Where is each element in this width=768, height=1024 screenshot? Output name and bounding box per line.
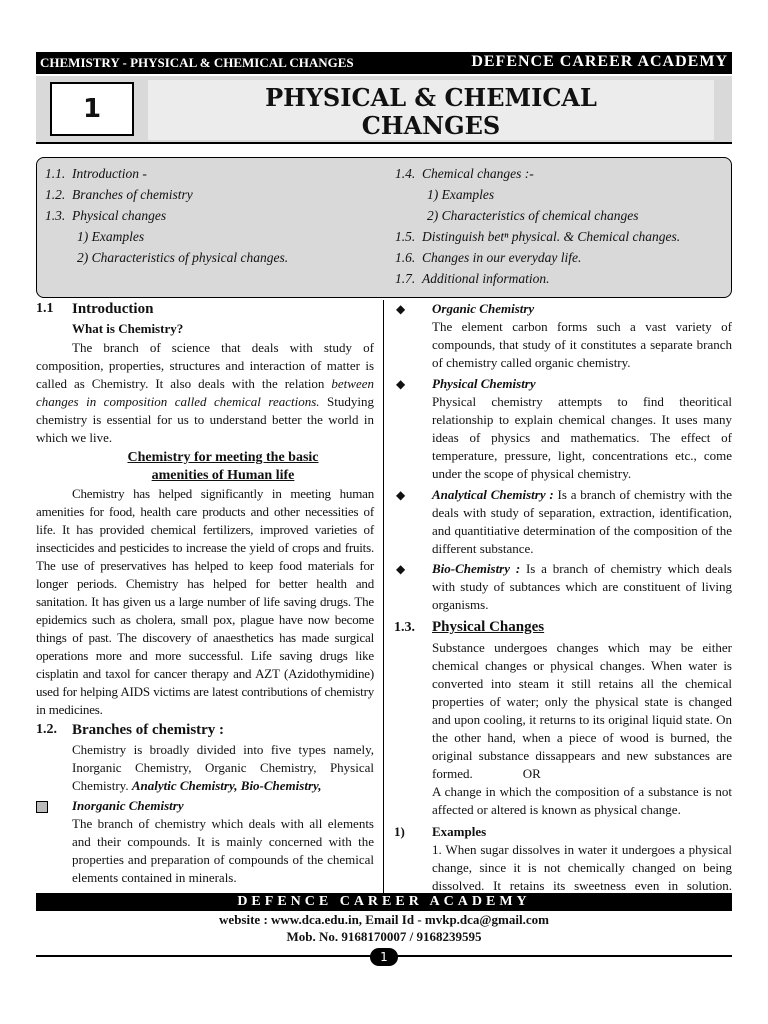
subheading: amenities of Human life <box>151 468 295 483</box>
chapter-title-line1: PHYSICAL & CHEMICAL <box>265 83 597 112</box>
paragraph: The element carbon forms such a vast variety of compounds, that study of it constitutes a separate branch of chemistry called organic chemistry. <box>432 319 732 370</box>
toc-item: 2) Characteristics of physical changes. <box>77 250 289 265</box>
toc-item: 1.6. Changes in our everyday life. <box>395 250 582 265</box>
diamond-bullet-icon: ◆ <box>396 488 406 502</box>
header-subject: CHEMISTRY - PHYSICAL & CHEMICAL CHANGES <box>40 55 354 70</box>
footer-mobile: Mob. No. 9168170007 / 9168239595 <box>286 929 482 944</box>
paragraph: Chemistry is broadly divided into five types namely, Inorganic Chemistry, Organic Chemistry, Physical Chemistry. Analytic Chemistry, Bio-Chemistry, <box>72 742 374 793</box>
header-academy: DEFENCE CAREER ACADEMY <box>471 53 728 70</box>
paragraph: 1. When sugar dissolves in water it undergoes a physical change, since it is not chemically changed on being dissolved. It retains its sweetness even in solution. <box>432 842 732 893</box>
paragraph: Chemistry has helped significantly in meeting human amenities for food, health care products and other necessities of life. It has provided chemical fertilizers, improved varieties of insecticides and pesticides to increase the yield of crops and fruits. The use of preservatives has helped to keep food materials for longer periods. Chemistry has helped for better health and sanitation. It has given us a large number of life saving drugs. The epidemics such as cholera, small pox, plague have now become things of past. The discovery of anaesthetics has made surgical operations more and more successful. Life saving drugs like cisplatin and taxol for cancer therapy and AZT (Azidothymidine) used for helping AIDS victims are latest contributions of chemistry in medicines. <box>36 486 374 717</box>
subheading: Inorganic Chemistry <box>36 797 374 815</box>
toc-item: 1.2. Branches of chemistry <box>45 187 193 202</box>
toc-item: 1.1. Introduction - <box>45 166 147 181</box>
diamond-bullet-icon: ◆ <box>396 302 406 316</box>
running-header <box>36 52 732 74</box>
chapter-number: 1 <box>50 82 134 136</box>
table-of-contents <box>36 157 732 298</box>
subheading: Chemistry for meeting the basic <box>127 450 319 465</box>
toc-item: 1.7. Additional information. <box>395 271 550 286</box>
diamond-bullet-icon: ◆ <box>396 562 406 576</box>
subheading: Physical Chemistry <box>432 376 536 391</box>
paragraph: Bio-Chemistry : Is a branch of chemistry which deals with study of subtances which are constituent of living organisms. <box>432 561 732 612</box>
paragraph: A change in which the composition of a substance is not affected or altered is known as physical change. <box>432 784 732 817</box>
section-heading: 1.3. Physical Changes <box>394 619 545 635</box>
paragraph: The branch of chemistry which deals with all elements and their compounds. It is mainly concerned with the properties and preparation of compounds of the chemical elements contained in minerals. <box>72 816 374 885</box>
toc-item: 1) Examples <box>427 187 495 202</box>
chapter-title-line2: CHANGES <box>361 111 501 140</box>
paragraph: The branch of science that deals with study of composition, properties, structures and interaction of matter is called as Chemistry. It also deals with the relation between changes in composition called chemical reactions. Studying chemistry is essential for us to understand better the world in which we live. <box>36 340 374 445</box>
page-number: 1 <box>370 948 398 966</box>
subheading: What is Chemistry? <box>72 321 184 336</box>
toc-item: 1.4. Chemical changes :- <box>395 166 534 181</box>
footer-academy-bar: DEFENCE CAREER ACADEMY <box>36 893 732 911</box>
toc-item: 1.3. Physical changes <box>45 208 167 223</box>
footer-website: website : www.dca.edu.in, Email Id - mvkp.dca@gmail.com <box>219 912 549 927</box>
toc-item: 1.5. Distinguish betⁿ physical. & Chemical changes. <box>395 229 681 244</box>
left-column <box>36 300 374 887</box>
toc-item: 1) Examples <box>77 229 145 244</box>
column-divider <box>383 300 384 895</box>
diamond-bullet-icon: ◆ <box>396 377 406 391</box>
toc-item: 2) Characteristics of chemical changes <box>427 208 639 223</box>
right-column <box>394 300 732 893</box>
subheading: Organic Chemistry <box>432 301 535 316</box>
section-heading: 1.2. Branches of chemistry : <box>36 722 225 738</box>
square-bullet-icon <box>36 801 48 813</box>
paragraph: Analytical Chemistry : Is a branch of chemistry with the deals with study of separation, extraction, identification, and quantitiative determination of the composition of the different substance. <box>432 487 732 556</box>
chapter-title <box>148 84 714 140</box>
section-heading: 1.1 Introduction <box>36 301 154 317</box>
paragraph: Physical chemistry attempts to find theoritical relationship to explain chemical changes. It uses many ideas of physics and mathematics. The effect of temperature, pressure, light, concentrations etc., come under the scope of physical chemistry. <box>432 394 732 481</box>
paragraph: Substance undergoes changes which may be either chemical changes or physical changes. When water is converted into steam it still retains all the chemical properties of water; only the physical state is changed and upon cooling, it returns to its original liquid state. On the other hand, when a piece of wood is burned, the original substance dissappears and new substances are formed. OR <box>432 640 732 781</box>
section-heading: 1) Examples <box>394 824 487 839</box>
